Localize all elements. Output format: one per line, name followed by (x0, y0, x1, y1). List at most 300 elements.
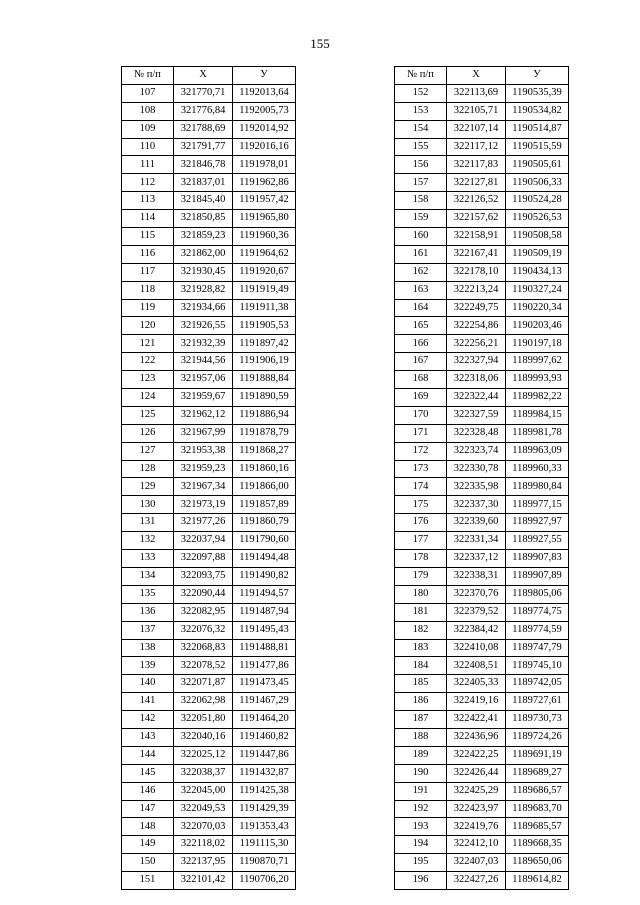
point-number-cell: 115 (122, 228, 174, 246)
table-row (122, 532, 296, 550)
point-number-cell: 142 (122, 711, 174, 729)
point-number-cell: 147 (122, 800, 174, 818)
point-number-cell: 191 (395, 782, 447, 800)
point-number-cell: 131 (122, 514, 174, 532)
y-coordinate-cell: 1192014,92 (233, 120, 296, 138)
point-number-cell: 141 (122, 693, 174, 711)
point-number-cell: 114 (122, 210, 174, 228)
point-number-cell: 121 (122, 335, 174, 353)
y-coordinate-cell: 1190524,28 (506, 192, 569, 210)
point-number-cell: 151 (122, 872, 174, 890)
x-coordinate-cell: 321850,85 (174, 210, 233, 228)
table-row (395, 210, 569, 228)
table-row (122, 263, 296, 281)
point-number-cell: 138 (122, 639, 174, 657)
point-number-cell: 183 (395, 639, 447, 657)
y-coordinate-cell: 1190505,61 (506, 156, 569, 174)
y-coordinate-cell: 1189984,15 (506, 406, 569, 424)
point-number-cell: 153 (395, 102, 447, 120)
point-number-cell: 163 (395, 281, 447, 299)
table-row (122, 138, 296, 156)
table-row (122, 317, 296, 335)
y-coordinate-cell: 1189980,84 (506, 478, 569, 496)
point-number-cell: 156 (395, 156, 447, 174)
point-number-cell: 158 (395, 192, 447, 210)
x-coordinate-cell: 322249,75 (447, 299, 506, 317)
point-number-cell: 111 (122, 156, 174, 174)
x-coordinate-cell: 321959,67 (174, 389, 233, 407)
point-number-cell: 143 (122, 728, 174, 746)
x-coordinate-cell: 322037,94 (174, 532, 233, 550)
x-coordinate-cell: 322040,16 (174, 728, 233, 746)
x-coordinate-cell: 321959,23 (174, 460, 233, 478)
point-number-cell: 174 (395, 478, 447, 496)
point-number-cell: 172 (395, 442, 447, 460)
point-number-cell: 135 (122, 585, 174, 603)
x-coordinate-cell: 321791,77 (174, 138, 233, 156)
table-row (122, 693, 296, 711)
point-number-cell: 118 (122, 281, 174, 299)
table-row (122, 496, 296, 514)
x-coordinate-cell: 321845,40 (174, 192, 233, 210)
table-row (122, 156, 296, 174)
table-row (122, 854, 296, 872)
table-row (122, 478, 296, 496)
x-coordinate-cell: 322126,52 (447, 192, 506, 210)
y-coordinate-cell: 1189774,75 (506, 603, 569, 621)
x-coordinate-cell: 322436,96 (447, 728, 506, 746)
point-number-cell: 137 (122, 621, 174, 639)
x-coordinate-cell: 322328,48 (447, 424, 506, 442)
table-row (395, 836, 569, 854)
table-row (395, 818, 569, 836)
x-coordinate-cell: 322101,42 (174, 872, 233, 890)
y-coordinate-cell: 1189745,10 (506, 657, 569, 675)
table-row (122, 657, 296, 675)
table-row (122, 728, 296, 746)
y-coordinate-cell: 1190535,39 (506, 84, 569, 102)
y-coordinate-cell: 1190514,87 (506, 120, 569, 138)
x-coordinate-cell: 322419,76 (447, 818, 506, 836)
point-number-cell: 134 (122, 567, 174, 585)
header-y: У (506, 67, 569, 85)
point-number-cell: 146 (122, 782, 174, 800)
table-row (395, 174, 569, 192)
y-coordinate-cell: 1191490,82 (233, 567, 296, 585)
coordinates-table-right (394, 66, 569, 890)
coordinates-table-left-body (122, 84, 296, 889)
point-number-cell: 165 (395, 317, 447, 335)
point-number-cell: 155 (395, 138, 447, 156)
y-coordinate-cell: 1191860,16 (233, 460, 296, 478)
y-coordinate-cell: 1191911,38 (233, 299, 296, 317)
point-number-cell: 113 (122, 192, 174, 210)
table-row (122, 228, 296, 246)
x-coordinate-cell: 322337,12 (447, 550, 506, 568)
x-coordinate-cell: 322254,86 (447, 317, 506, 335)
y-coordinate-cell: 1191487,94 (233, 603, 296, 621)
table-row (395, 854, 569, 872)
y-coordinate-cell: 1190515,59 (506, 138, 569, 156)
x-coordinate-cell: 322045,00 (174, 782, 233, 800)
point-number-cell: 159 (395, 210, 447, 228)
y-coordinate-cell: 1191494,48 (233, 550, 296, 568)
x-coordinate-cell: 322407,03 (447, 854, 506, 872)
table-row (395, 657, 569, 675)
point-number-cell: 139 (122, 657, 174, 675)
point-number-cell: 188 (395, 728, 447, 746)
table-row (395, 335, 569, 353)
point-number-cell: 182 (395, 621, 447, 639)
x-coordinate-cell: 322327,94 (447, 353, 506, 371)
y-coordinate-cell: 1191477,86 (233, 657, 296, 675)
x-coordinate-cell: 322322,44 (447, 389, 506, 407)
table-row (395, 102, 569, 120)
header-number: № п/п (395, 67, 447, 85)
y-coordinate-cell: 1191425,38 (233, 782, 296, 800)
y-coordinate-cell: 1190526,53 (506, 210, 569, 228)
y-coordinate-cell: 1191447,86 (233, 746, 296, 764)
point-number-cell: 149 (122, 836, 174, 854)
y-coordinate-cell: 1192013,64 (233, 84, 296, 102)
header-x: Х (447, 67, 506, 85)
x-coordinate-cell: 321953,38 (174, 442, 233, 460)
point-number-cell: 173 (395, 460, 447, 478)
x-coordinate-cell: 322178,10 (447, 263, 506, 281)
x-coordinate-cell: 322331,34 (447, 532, 506, 550)
y-coordinate-cell: 1189742,05 (506, 675, 569, 693)
table-row (395, 406, 569, 424)
x-coordinate-cell: 322339,60 (447, 514, 506, 532)
table-row (395, 746, 569, 764)
y-coordinate-cell: 1189668,35 (506, 836, 569, 854)
x-coordinate-cell: 322327,59 (447, 406, 506, 424)
table-row (395, 550, 569, 568)
y-coordinate-cell: 1189730,73 (506, 711, 569, 729)
y-coordinate-cell: 1191878,79 (233, 424, 296, 442)
y-coordinate-cell: 1189981,78 (506, 424, 569, 442)
point-number-cell: 148 (122, 818, 174, 836)
y-coordinate-cell: 1192016,16 (233, 138, 296, 156)
y-coordinate-cell: 1189724,26 (506, 728, 569, 746)
y-coordinate-cell: 1191115,30 (233, 836, 296, 854)
table-row (395, 567, 569, 585)
x-coordinate-cell: 322038,37 (174, 764, 233, 782)
point-number-cell: 168 (395, 371, 447, 389)
x-coordinate-cell: 322419,16 (447, 693, 506, 711)
table-row (395, 800, 569, 818)
table-row (395, 281, 569, 299)
point-number-cell: 160 (395, 228, 447, 246)
y-coordinate-cell: 1190203,46 (506, 317, 569, 335)
x-coordinate-cell: 322213,24 (447, 281, 506, 299)
x-coordinate-cell: 322379,52 (447, 603, 506, 621)
table-row (122, 585, 296, 603)
x-coordinate-cell: 321928,82 (174, 281, 233, 299)
table-row (122, 192, 296, 210)
x-coordinate-cell: 322422,41 (447, 711, 506, 729)
x-coordinate-cell: 322337,30 (447, 496, 506, 514)
table-row (395, 603, 569, 621)
y-coordinate-cell: 1191460,82 (233, 728, 296, 746)
y-coordinate-cell: 1189650,06 (506, 854, 569, 872)
y-coordinate-cell: 1191962,86 (233, 174, 296, 192)
y-coordinate-cell: 1190220,34 (506, 299, 569, 317)
y-coordinate-cell: 1190506,33 (506, 174, 569, 192)
x-coordinate-cell: 322117,12 (447, 138, 506, 156)
x-coordinate-cell: 322113,69 (447, 84, 506, 102)
table-row (122, 335, 296, 353)
x-coordinate-cell: 322117,83 (447, 156, 506, 174)
table-row (395, 478, 569, 496)
y-coordinate-cell: 1191868,27 (233, 442, 296, 460)
y-coordinate-cell: 1189805,06 (506, 585, 569, 603)
x-coordinate-cell: 322330,78 (447, 460, 506, 478)
point-number-cell: 128 (122, 460, 174, 478)
x-coordinate-cell: 322127,81 (447, 174, 506, 192)
point-number-cell: 140 (122, 675, 174, 693)
x-coordinate-cell: 322105,71 (447, 102, 506, 120)
y-coordinate-cell: 1191790,60 (233, 532, 296, 550)
x-coordinate-cell: 322427,26 (447, 872, 506, 890)
table-row (395, 424, 569, 442)
table-row (122, 174, 296, 192)
x-coordinate-cell: 322068,83 (174, 639, 233, 657)
point-number-cell: 127 (122, 442, 174, 460)
y-coordinate-cell: 1190508,58 (506, 228, 569, 246)
y-coordinate-cell: 1191866,00 (233, 478, 296, 496)
y-coordinate-cell: 1189927,97 (506, 514, 569, 532)
point-number-cell: 169 (395, 389, 447, 407)
point-number-cell: 164 (395, 299, 447, 317)
table-row (395, 496, 569, 514)
x-coordinate-cell: 322426,44 (447, 764, 506, 782)
table-row (122, 84, 296, 102)
x-coordinate-cell: 322025,12 (174, 746, 233, 764)
point-number-cell: 167 (395, 353, 447, 371)
header-x: Х (174, 67, 233, 85)
table-row (395, 120, 569, 138)
point-number-cell: 107 (122, 84, 174, 102)
x-coordinate-cell: 322158,91 (447, 228, 506, 246)
y-coordinate-cell: 1189993,93 (506, 371, 569, 389)
point-number-cell: 176 (395, 514, 447, 532)
point-number-cell: 170 (395, 406, 447, 424)
table-row (395, 782, 569, 800)
point-number-cell: 177 (395, 532, 447, 550)
y-coordinate-cell: 1189982,22 (506, 389, 569, 407)
point-number-cell: 186 (395, 693, 447, 711)
table-row (122, 818, 296, 836)
y-coordinate-cell: 1191467,29 (233, 693, 296, 711)
y-coordinate-cell: 1191964,62 (233, 245, 296, 263)
y-coordinate-cell: 1189691,19 (506, 746, 569, 764)
x-coordinate-cell: 321846,78 (174, 156, 233, 174)
table-row (122, 782, 296, 800)
x-coordinate-cell: 321967,99 (174, 424, 233, 442)
coordinates-table-right-body (395, 84, 569, 889)
table-row (395, 728, 569, 746)
y-coordinate-cell: 1190706,20 (233, 872, 296, 890)
table-row (395, 299, 569, 317)
x-coordinate-cell: 322076,32 (174, 621, 233, 639)
y-coordinate-cell: 1191920,67 (233, 263, 296, 281)
table-row (395, 353, 569, 371)
table-row (395, 764, 569, 782)
x-coordinate-cell: 322425,29 (447, 782, 506, 800)
point-number-cell: 154 (395, 120, 447, 138)
point-number-cell: 132 (122, 532, 174, 550)
point-number-cell: 162 (395, 263, 447, 281)
table-row (395, 228, 569, 246)
point-number-cell: 195 (395, 854, 447, 872)
table-row (122, 442, 296, 460)
x-coordinate-cell: 322082,95 (174, 603, 233, 621)
x-coordinate-cell: 321932,39 (174, 335, 233, 353)
y-coordinate-cell: 1191473,45 (233, 675, 296, 693)
point-number-cell: 150 (122, 854, 174, 872)
table-row (122, 371, 296, 389)
y-coordinate-cell: 1191888,84 (233, 371, 296, 389)
point-number-cell: 171 (395, 424, 447, 442)
table-row (122, 281, 296, 299)
y-coordinate-cell: 1191897,42 (233, 335, 296, 353)
table-row (122, 550, 296, 568)
y-coordinate-cell: 1189907,83 (506, 550, 569, 568)
x-coordinate-cell: 322167,41 (447, 245, 506, 263)
y-coordinate-cell: 1191960,36 (233, 228, 296, 246)
table-row (395, 514, 569, 532)
y-coordinate-cell: 1191906,19 (233, 353, 296, 371)
x-coordinate-cell: 322107,14 (447, 120, 506, 138)
y-coordinate-cell: 1191432,87 (233, 764, 296, 782)
y-coordinate-cell: 1189747,79 (506, 639, 569, 657)
y-coordinate-cell: 1192005,73 (233, 102, 296, 120)
y-coordinate-cell: 1190434,13 (506, 263, 569, 281)
x-coordinate-cell: 321977,26 (174, 514, 233, 532)
table-header-row (395, 67, 569, 85)
y-coordinate-cell: 1191957,42 (233, 192, 296, 210)
y-coordinate-cell: 1189689,27 (506, 764, 569, 782)
y-coordinate-cell: 1191905,53 (233, 317, 296, 335)
point-number-cell: 193 (395, 818, 447, 836)
table-row (122, 460, 296, 478)
table-row (395, 263, 569, 281)
point-number-cell: 178 (395, 550, 447, 568)
x-coordinate-cell: 322335,98 (447, 478, 506, 496)
y-coordinate-cell: 1189963,09 (506, 442, 569, 460)
point-number-cell: 189 (395, 746, 447, 764)
point-number-cell: 109 (122, 120, 174, 138)
table-row (122, 120, 296, 138)
x-coordinate-cell: 322423,97 (447, 800, 506, 818)
y-coordinate-cell: 1191464,20 (233, 711, 296, 729)
table-row (395, 460, 569, 478)
x-coordinate-cell: 321957,06 (174, 371, 233, 389)
point-number-cell: 116 (122, 245, 174, 263)
point-number-cell: 161 (395, 245, 447, 263)
point-number-cell: 184 (395, 657, 447, 675)
y-coordinate-cell: 1191890,59 (233, 389, 296, 407)
table-row (395, 389, 569, 407)
point-number-cell: 136 (122, 603, 174, 621)
y-coordinate-cell: 1190509,19 (506, 245, 569, 263)
y-coordinate-cell: 1191919,49 (233, 281, 296, 299)
point-number-cell: 145 (122, 764, 174, 782)
y-coordinate-cell: 1191353,43 (233, 818, 296, 836)
y-coordinate-cell: 1190197,18 (506, 335, 569, 353)
x-coordinate-cell: 322137,95 (174, 854, 233, 872)
x-coordinate-cell: 322062,98 (174, 693, 233, 711)
y-coordinate-cell: 1191429,39 (233, 800, 296, 818)
table-row (395, 675, 569, 693)
table-row (122, 639, 296, 657)
table-row (395, 693, 569, 711)
table-row (122, 603, 296, 621)
table-row (395, 532, 569, 550)
x-coordinate-cell: 321788,69 (174, 120, 233, 138)
y-coordinate-cell: 1191494,57 (233, 585, 296, 603)
table-row (395, 192, 569, 210)
table-row (395, 156, 569, 174)
table-row (395, 138, 569, 156)
x-coordinate-cell: 322408,51 (447, 657, 506, 675)
y-coordinate-cell: 1191965,80 (233, 210, 296, 228)
x-coordinate-cell: 321944,56 (174, 353, 233, 371)
y-coordinate-cell: 1189997,62 (506, 353, 569, 371)
point-number-cell: 181 (395, 603, 447, 621)
table-row (395, 621, 569, 639)
x-coordinate-cell: 322422,25 (447, 746, 506, 764)
point-number-cell: 166 (395, 335, 447, 353)
x-coordinate-cell: 321930,45 (174, 263, 233, 281)
table-row (395, 639, 569, 657)
y-coordinate-cell: 1189727,61 (506, 693, 569, 711)
point-number-cell: 117 (122, 263, 174, 281)
y-coordinate-cell: 1189960,33 (506, 460, 569, 478)
point-number-cell: 152 (395, 84, 447, 102)
point-number-cell: 133 (122, 550, 174, 568)
table-row (122, 299, 296, 317)
x-coordinate-cell: 322078,52 (174, 657, 233, 675)
point-number-cell: 190 (395, 764, 447, 782)
y-coordinate-cell: 1191978,01 (233, 156, 296, 174)
point-number-cell: 129 (122, 478, 174, 496)
point-number-cell: 185 (395, 675, 447, 693)
point-number-cell: 194 (395, 836, 447, 854)
y-coordinate-cell: 1189683,70 (506, 800, 569, 818)
y-coordinate-cell: 1191488,81 (233, 639, 296, 657)
point-number-cell: 112 (122, 174, 174, 192)
table-row (122, 389, 296, 407)
table-row (122, 353, 296, 371)
point-number-cell: 130 (122, 496, 174, 514)
y-coordinate-cell: 1189927,55 (506, 532, 569, 550)
x-coordinate-cell: 322256,21 (447, 335, 506, 353)
x-coordinate-cell: 321973,19 (174, 496, 233, 514)
page-number: 155 (310, 36, 330, 51)
table-row (122, 621, 296, 639)
x-coordinate-cell: 321837,01 (174, 174, 233, 192)
x-coordinate-cell: 322071,87 (174, 675, 233, 693)
x-coordinate-cell: 322338,31 (447, 567, 506, 585)
x-coordinate-cell: 322157,62 (447, 210, 506, 228)
y-coordinate-cell: 1190870,71 (233, 854, 296, 872)
point-number-cell: 119 (122, 299, 174, 317)
y-coordinate-cell: 1189907,89 (506, 567, 569, 585)
x-coordinate-cell: 322318,06 (447, 371, 506, 389)
table-row (395, 442, 569, 460)
